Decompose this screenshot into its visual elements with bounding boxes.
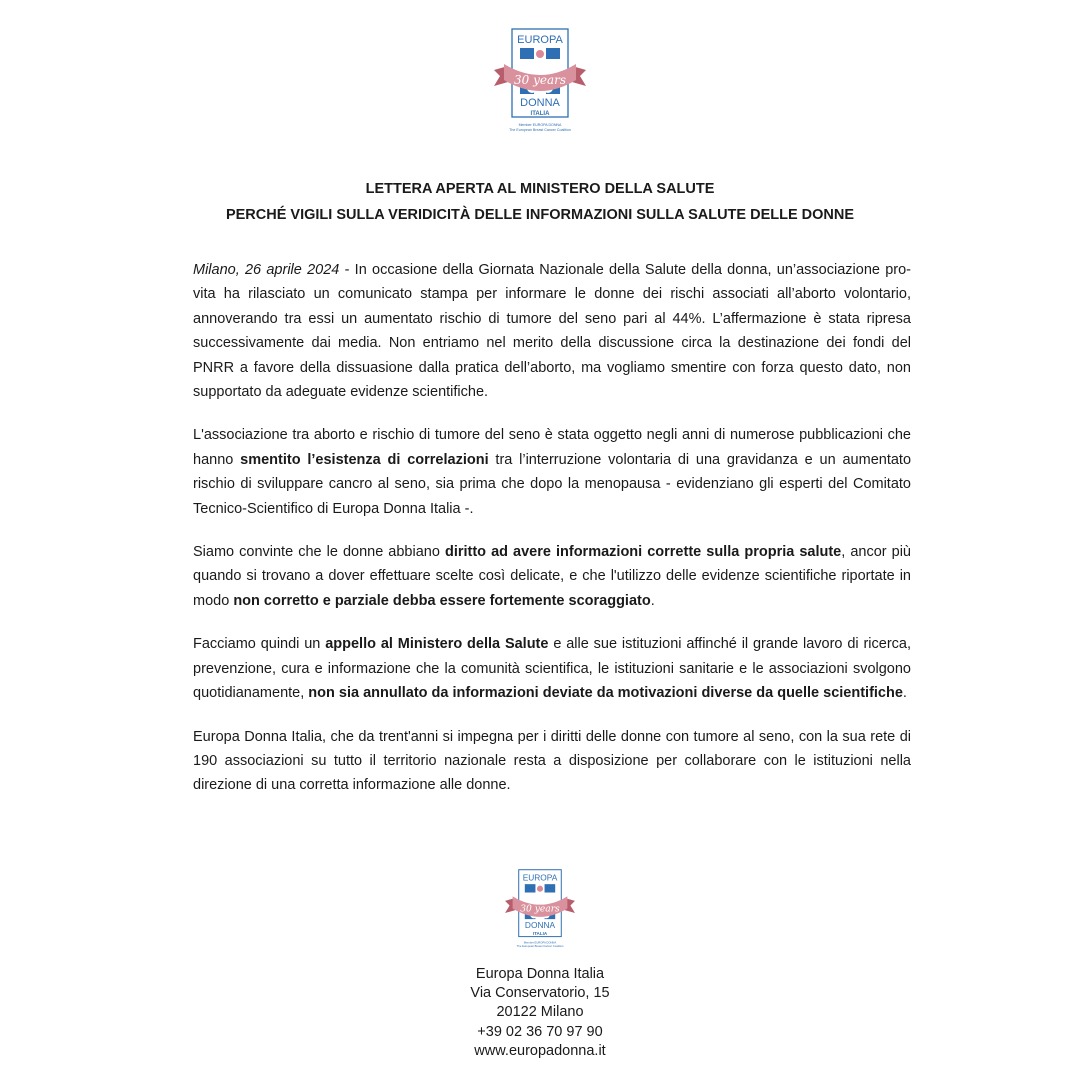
letter-date: Milano, 26 aprile 2024: [193, 262, 340, 278]
svg-text:The European Breast Cancer Coa: The European Breast Cancer Coalition: [509, 128, 571, 132]
svg-text:DONNA: DONNA: [524, 920, 556, 931]
svg-text:EUROPA: EUROPA: [517, 34, 563, 46]
svg-text:The European Breast Cancer Coa: The European Breast Cancer Coalition: [516, 945, 564, 949]
letter-title: [0, 176, 1080, 228]
svg-text:EUROPA: EUROPA: [522, 872, 558, 883]
paragraph-5: Europa Donna Italia, che da trent'anni si impegna per i diritti delle donne con tumore al seno, con la sua rete di 190 associazioni su tutto il territorio nazionale resta a disposizione per collaborare con le istituzioni nella direzione di una corretta informazione alle donne.: [193, 728, 911, 794]
europa-donna-logo-top: [490, 26, 590, 138]
city: 20122 Milano: [496, 1004, 584, 1021]
address-block: [0, 965, 1080, 1061]
paragraph-3: Siamo convinte che le donne abbiano diritto ad avere informazioni corrette sulla propria salute, ancor più quando si trovano a dover effettuare scelte così delicate, e che l'utilizzo delle evidenze scientifiche riportate in modo non corretto e parziale debba essere fortemente scoraggiato.: [193, 544, 911, 609]
title-line-1: LETTERA APERTA AL MINISTERO DELLA SALUTE: [365, 181, 715, 197]
svg-text:Member EUROPA DONNA: Member EUROPA DONNA: [518, 123, 562, 127]
street-address: Via Conservatorio, 15: [470, 985, 610, 1002]
phone-number: +39 02 36 70 97 90: [477, 1023, 603, 1040]
svg-text:30 years: 30 years: [513, 73, 567, 87]
svg-text:DONNA: DONNA: [520, 97, 560, 109]
svg-text:Member EUROPA DONNA: Member EUROPA DONNA: [523, 941, 557, 945]
paragraph-1: Milano, 26 aprile 2024 - In occasione della Giornata Nazionale della Salute della donna, un’associazione pro-vita ha rilasciato un comunicato stampa per informare le donne dei rischi associati all’aborto volontario, annoverando tra essi un aumentato rischio di tumore del seno pari al 44%. L’affermazione è stata ripresa successivamente dai media. Non entriamo nel merito della discussione circa la destinazione dei fondi del PNRR a favore della dissuasione dalla pratica dell’aborto, ma vogliamo smentire con forza questo dato, non supportato da adeguate evidenze scientifiche.: [193, 262, 911, 401]
svg-text:30 years: 30 years: [520, 904, 560, 915]
website-link[interactable]: www.europadonna.it: [474, 1042, 606, 1059]
svg-text:ITALIA: ITALIA: [530, 111, 550, 117]
paragraph-4: Facciamo quindi un appello al Ministero della Salute e alle sue istituzioni affinché il grande lavoro di ricerca, prevenzione, cura e informazione che la comunità scientifica, le istituzioni sanitarie e le associazioni svolgono quotidianamente, non sia annullato da informazioni deviate da motivazioni diverse da quelle scientifiche.: [193, 636, 911, 702]
svg-text:ITALIA: ITALIA: [532, 931, 548, 937]
title-line-2: PERCHÉ VIGILI SULLA VERIDICITÀ DELLE INFORMAZIONI SULLA SALUTE DELLE DONNE: [225, 207, 855, 223]
letter-body: [193, 258, 911, 817]
paragraph-2: L'associazione tra aborto e rischio di tumore del seno è stata oggetto negli anni di numerose pubblicazioni che hanno smentito l’esistenza di correlazioni tra l’interruzione volontaria di una gravidanza e un aumentato rischio di sviluppare cancro al seno, sia prima che dopo la menopausa - evidenziano gli esperti del Comitato Tecnico-Scientifico di Europa Donna Italia -.: [193, 427, 912, 517]
europa-donna-logo-bottom: [502, 867, 578, 953]
org-name: Europa Donna Italia: [475, 966, 605, 982]
